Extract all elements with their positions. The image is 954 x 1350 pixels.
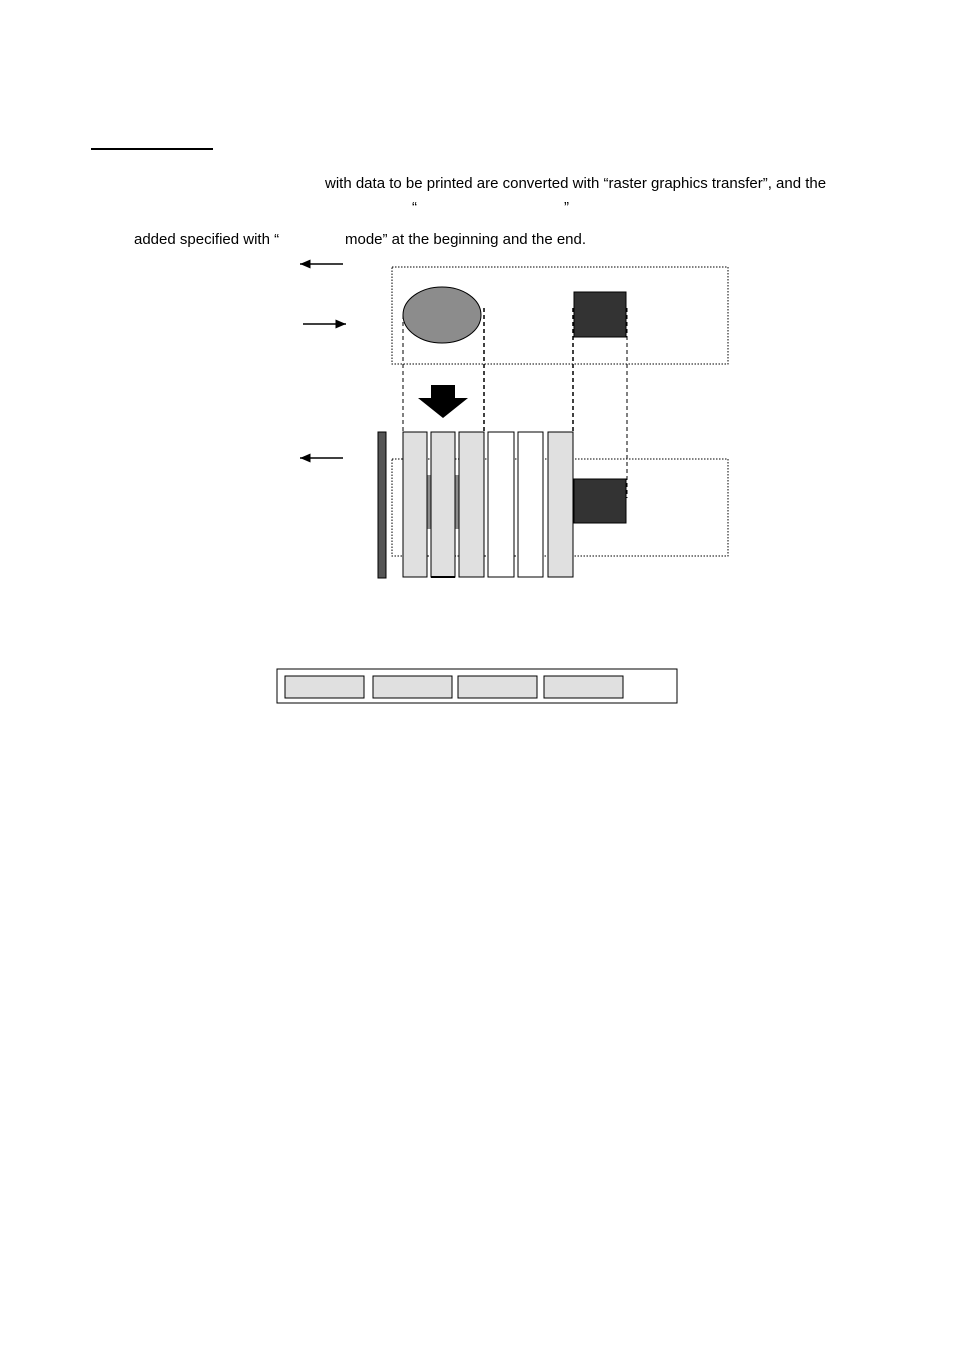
raster-band [431, 432, 455, 577]
convert-down-arrow [418, 385, 468, 418]
raster-band [459, 432, 484, 577]
paragraph-line-3-end: mode” at the beginning and the end. [345, 231, 587, 248]
dark-square-raster [574, 479, 626, 523]
data-sequence-cell [458, 676, 537, 698]
data-sequence-cell [373, 676, 452, 698]
raster-band [403, 432, 427, 577]
mode-marker-band [378, 432, 386, 578]
quote-open: “ [412, 199, 417, 216]
quote-close: ” [564, 199, 569, 216]
raster-band [548, 432, 573, 577]
data-sequence-cell [544, 676, 623, 698]
empty-raster-band [518, 432, 543, 577]
dark-square-graphic [574, 292, 626, 337]
ellipse-graphic [403, 287, 481, 343]
paragraph-line-1: with data to be printed are converted with “raster graphics transfer”, and the [325, 175, 827, 192]
empty-raster-band [488, 432, 514, 577]
paragraph-line-3-start: added specified with “ [134, 231, 280, 248]
data-sequence-cell [285, 676, 364, 698]
